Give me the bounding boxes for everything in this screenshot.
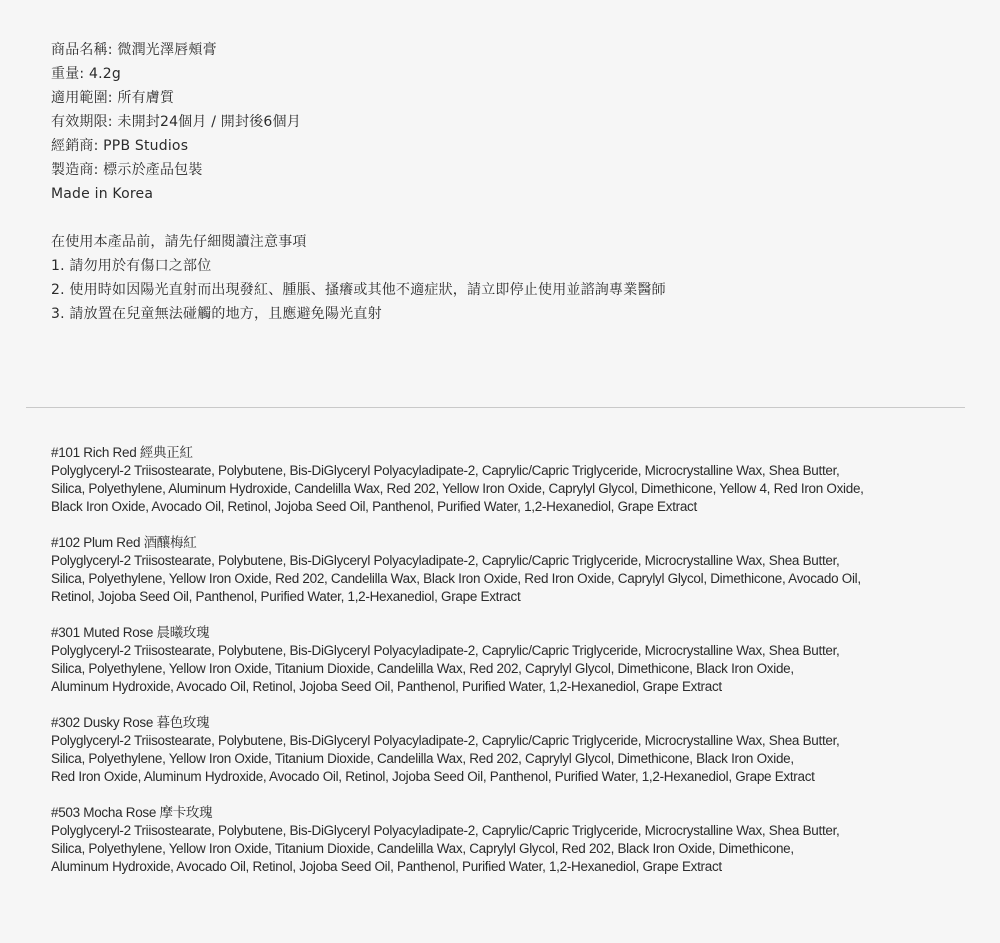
ingredient-line: Silica, Polyethylene, Aluminum Hydroxide, Candelilla Wax, Red 202, Yellow Iron Oxide, Caprylyl Glycol, Dimethicone, Yellow 4, Red Iron Oxide, bbox=[51, 481, 864, 496]
ingredient-line: Silica, Polyethylene, Yellow Iron Oxide, Titanium Dioxide, Candelilla Wax, Red 202, Caprylyl Glycol, Dimethicone, Black Iron Oxide, bbox=[51, 661, 794, 676]
ingredient-line: Red Iron Oxide, Aluminum Hydroxide, Avocado Oil, Retinol, Jojoba Seed Oil, Panthenol, Purified Water, 1,2-Hexanediol, Grape Extract bbox=[51, 769, 815, 784]
warning-item: 1. 請勿用於有傷口之部位 bbox=[51, 258, 212, 274]
ingredient-line: Black Iron Oxide, Avocado Oil, Retinol, Jojoba Seed Oil, Panthenol, Purified Water, 1,2-Hexanediol, Grape Extract bbox=[51, 499, 697, 514]
ingredient-line: Polyglyceryl-2 Triisostearate, Polybutene, Bis-DiGlyceryl Polyacyladipate-2, Caprylic/Capric Triglyceride, Microcrystalline Wax, Shea Butter, bbox=[51, 643, 840, 658]
ingredient-line: Polyglyceryl-2 Triisostearate, Polybutene, Bis-DiGlyceryl Polyacyladipate-2, Caprylic/Capric Triglyceride, Microcrystalline Wax, Shea Butter, bbox=[51, 823, 840, 838]
shade-title: #102 Plum Red 酒釀梅紅 bbox=[51, 535, 197, 550]
shade-title: #301 Muted Rose 晨曦玫瑰 bbox=[51, 625, 210, 640]
shade-title: #101 Rich Red 經典正紅 bbox=[51, 445, 193, 460]
ingredient-line: Retinol, Jojoba Seed Oil, Panthenol, Purified Water, 1,2-Hexanediol, Grape Extract bbox=[51, 589, 521, 604]
shelf-life: 有效期限: 未開封24個月 / 開封後6個月 bbox=[51, 114, 301, 130]
ingredient-line: Silica, Polyethylene, Yellow Iron Oxide, Titanium Dioxide, Candelilla Wax, Red 202, Caprylyl Glycol, Dimethicone, Black Iron Oxide, bbox=[51, 751, 794, 766]
section-divider bbox=[26, 407, 965, 408]
ingredient-list bbox=[51, 444, 951, 894]
product-weight: 重量: 4.2g bbox=[51, 66, 121, 82]
warning-item: 3. 請放置在兒童無法碰觸的地方，且應避免陽光直射 bbox=[51, 306, 382, 322]
ingredient-line: Silica, Polyethylene, Yellow Iron Oxide, Titanium Dioxide, Candelilla Wax, Caprylyl Glycol, Red 202, Black Iron Oxide, Dimethicone, bbox=[51, 841, 794, 856]
shade-block bbox=[51, 804, 951, 894]
shade-title: #503 Mocha Rose 摩卡玫瑰 bbox=[51, 805, 213, 820]
product-info bbox=[51, 38, 951, 206]
shade-block bbox=[51, 534, 951, 624]
usage-warnings bbox=[51, 230, 971, 326]
warning-item: 2. 使用時如因陽光直射而出現發紅、腫脹、搔癢或其他不適症狀，請立即停止使用並諮詢專業醫師 bbox=[51, 282, 666, 298]
origin: Made in Korea bbox=[51, 186, 154, 202]
shade-title: #302 Dusky Rose 暮色玫瑰 bbox=[51, 715, 210, 730]
skin-type: 適用範圍: 所有膚質 bbox=[51, 90, 175, 106]
ingredient-line: Polyglyceryl-2 Triisostearate, Polybutene, Bis-DiGlyceryl Polyacyladipate-2, Caprylic/Capric Triglyceride, Microcrystalline Wax, Shea Butter, bbox=[51, 463, 840, 478]
distributor: 經銷商: PPB Studios bbox=[51, 138, 189, 154]
ingredient-line: Aluminum Hydroxide, Avocado Oil, Retinol, Jojoba Seed Oil, Panthenol, Purified Water, 1,2-Hexanediol, Grape Extract bbox=[51, 859, 722, 874]
warning-heading: 在使用本產品前，請先仔細閱讀注意事項 bbox=[51, 234, 307, 250]
product-name: 商品名稱: 微潤光澤唇頰膏 bbox=[51, 42, 217, 58]
shade-block bbox=[51, 714, 951, 804]
ingredient-line: Polyglyceryl-2 Triisostearate, Polybutene, Bis-DiGlyceryl Polyacyladipate-2, Caprylic/Capric Triglyceride, Microcrystalline Wax, Shea Butter, bbox=[51, 553, 840, 568]
shade-block bbox=[51, 444, 951, 534]
manufacturer: 製造商: 標示於產品包裝 bbox=[51, 162, 203, 178]
ingredient-line: Polyglyceryl-2 Triisostearate, Polybutene, Bis-DiGlyceryl Polyacyladipate-2, Caprylic/Capric Triglyceride, Microcrystalline Wax, Shea Butter, bbox=[51, 733, 840, 748]
shade-block bbox=[51, 624, 951, 714]
ingredient-line: Aluminum Hydroxide, Avocado Oil, Retinol, Jojoba Seed Oil, Panthenol, Purified Water, 1,2-Hexanediol, Grape Extract bbox=[51, 679, 722, 694]
ingredient-line: Silica, Polyethylene, Yellow Iron Oxide, Red 202, Candelilla Wax, Black Iron Oxide, Red Iron Oxide, Caprylyl Glycol, Dimethicone, Avocado Oil, bbox=[51, 571, 861, 586]
